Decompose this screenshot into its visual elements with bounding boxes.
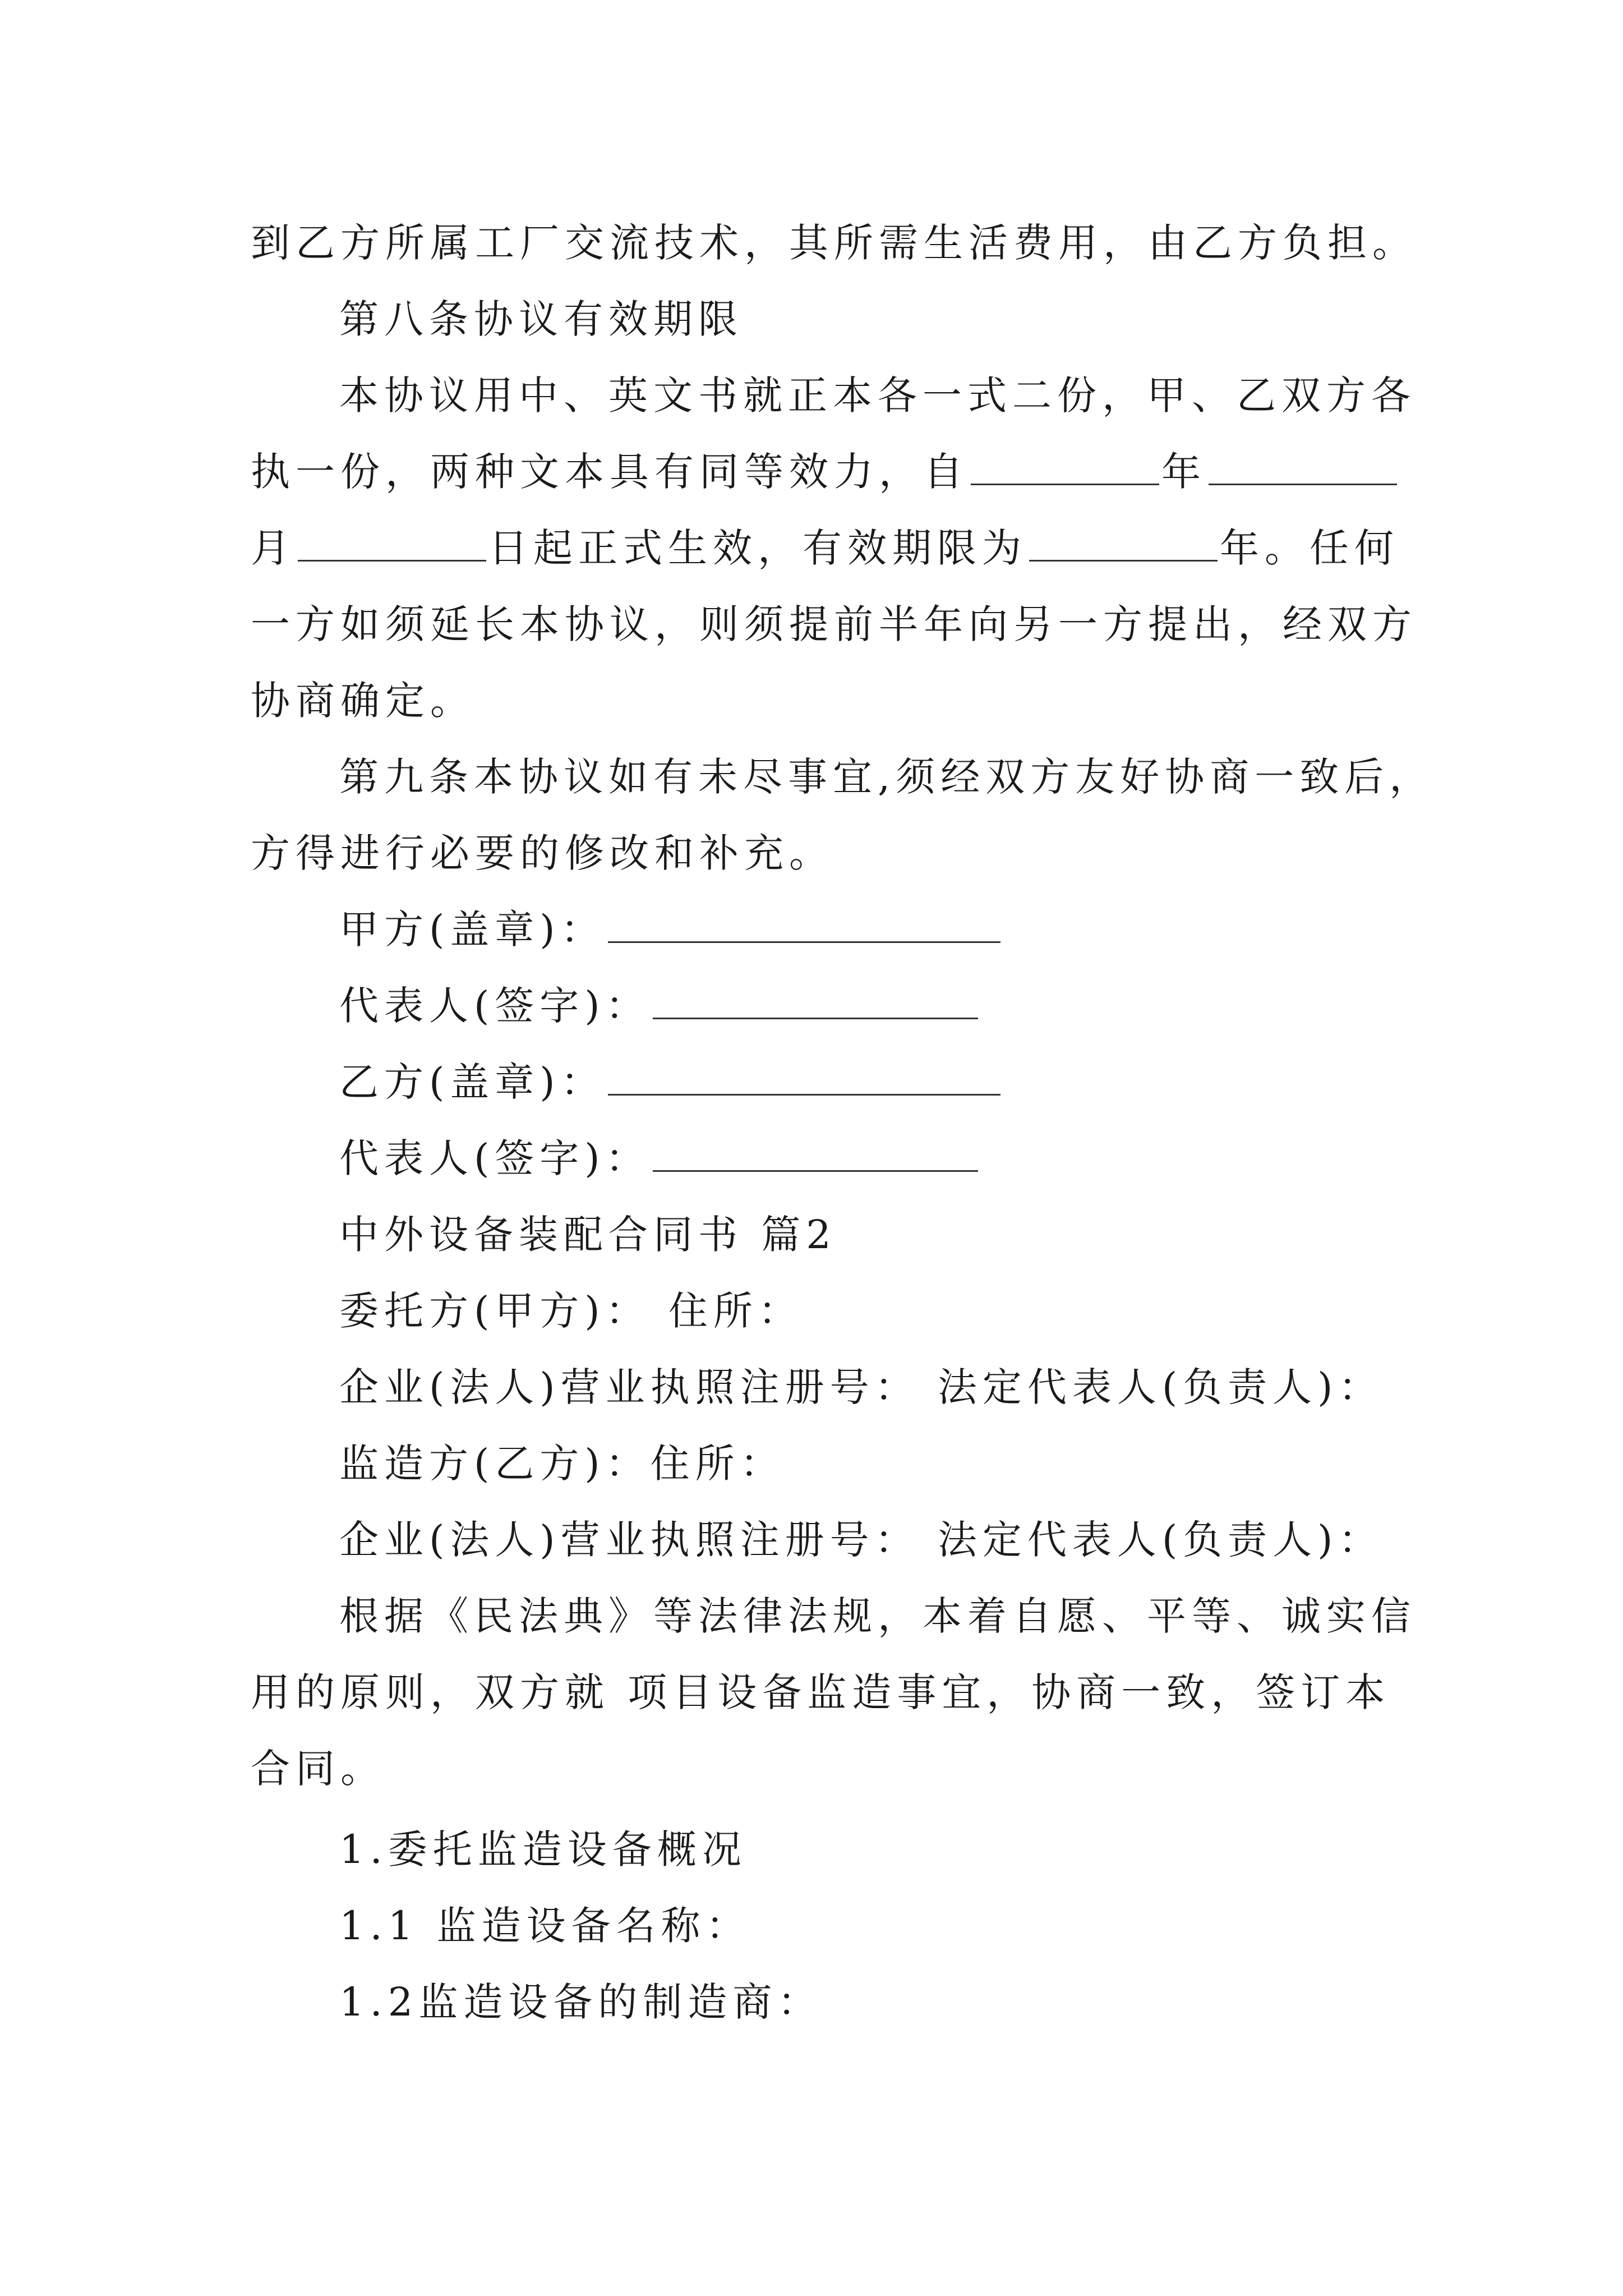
- text-line: 本协议用中、英文书就正本各一式二份，甲、乙双方各: [339, 372, 1416, 418]
- signature-line-party-b-rep: [339, 1135, 980, 1181]
- signature-label: 代表人(签字)：: [339, 983, 651, 1029]
- text-line: [251, 525, 1399, 571]
- term-blank: [1029, 528, 1218, 562]
- signature-line-party-a-rep: [339, 983, 980, 1029]
- text-line: 根据《民法典》等法律法规，本着自愿、平等、诚实信: [339, 1593, 1416, 1639]
- article-heading: 第八条协议有效期限: [339, 296, 743, 342]
- text-fragment: 年。任何: [1220, 525, 1399, 571]
- text-line: 企业(法人)营业执照注册号： 法定代表人(负责人)：: [339, 1364, 1384, 1410]
- text-line: 到乙方所属工厂交流技术，其所需生活费用，由乙方负担。: [251, 220, 1417, 266]
- signature-blank: [608, 910, 1000, 943]
- text-line: 合同。: [251, 1746, 385, 1792]
- text-line: 企业(法人)营业执照注册号： 法定代表人(负责人)：: [339, 1517, 1384, 1563]
- text-line: [251, 449, 1399, 495]
- text-fragment: 日起正式生效，有效期限为: [488, 525, 1027, 571]
- text-line: 方得进行必要的修改和补充。: [251, 830, 834, 876]
- section-title: 中外设备装配合同书 篇2: [339, 1212, 837, 1258]
- list-item: 1.1 监造设备名称：: [339, 1903, 751, 1949]
- signature-label: 甲方(盖章)：: [339, 907, 606, 953]
- signature-blank: [653, 986, 978, 1019]
- text-line: 第九条本协议如有未尽事宜,须经双方友好协商一致后，: [339, 754, 1435, 800]
- day-blank: [298, 528, 486, 562]
- text-line: 一方如须延长本协议，则须提前半年向另一方提出，经双方: [251, 601, 1417, 647]
- month-blank: [1209, 452, 1397, 485]
- text-fragment: 执一份，两种文本具有同等效力，自: [251, 449, 969, 495]
- text-line: 用的原则，双方就 项目设备监造事宜，协商一致，签订本: [251, 1669, 1391, 1715]
- signature-blank: [653, 1139, 978, 1172]
- signature-line-party-b: [339, 1059, 1003, 1105]
- text-line: 委托方(甲方)： 住所：: [339, 1288, 803, 1334]
- text-line: 监造方(乙方)：住所：: [339, 1441, 785, 1487]
- signature-label: 乙方(盖章)：: [339, 1059, 606, 1105]
- text-fragment: 月: [251, 525, 296, 571]
- list-item: 1.2监造设备的制造商：: [339, 1979, 823, 2025]
- year-blank: [971, 452, 1159, 485]
- text-line: 协商确定。: [251, 678, 475, 724]
- signature-label: 代表人(签字)：: [339, 1135, 651, 1181]
- signature-blank: [608, 1062, 1000, 1096]
- signature-line-party-a: [339, 907, 1003, 953]
- text-fragment: 年: [1161, 449, 1206, 495]
- list-item: 1.委托监造设备概况: [339, 1826, 747, 1872]
